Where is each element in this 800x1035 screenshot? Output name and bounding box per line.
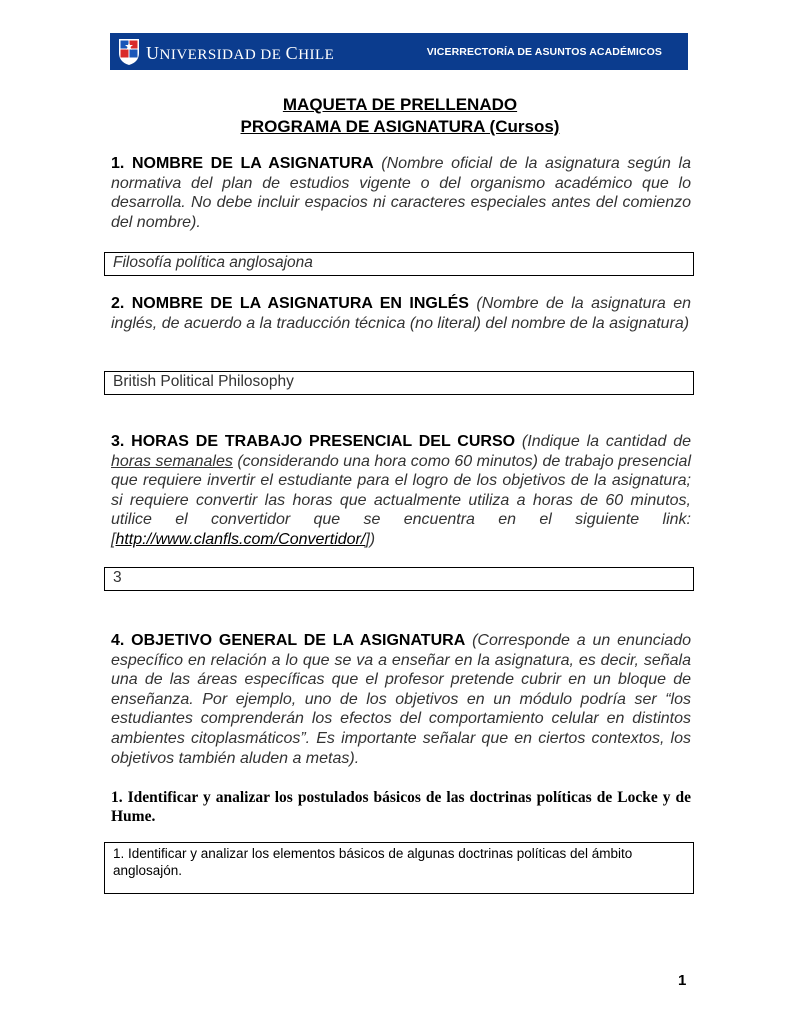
section-3-heading: 3. HORAS DE TRABAJO PRESENCIAL DEL CURSO [111,433,516,450]
general-objective-field[interactable]: 1. Identificar y analizar los elementos básicos de algunas doctrinas políticas del ámbito anglosajón. [104,842,694,894]
section-3-instructions: 3. HORAS DE TRABAJO PRESENCIAL DEL CURSO (Indique la cantidad de horas semanales (considerando una hora como 60 minutos) de trabajo presencial que requiere invertir el estudiante para el logro de los objetivos de la asignatura; si requiere convertir las horas que actualmente utiliza a horas de 60 minutos, utilice el convertidor que se encuentra en el siguiente link: [http://www.clanfls.com/Convertidor/]) [111,433,692,548]
section-4-note: (Corresponde a un enunciado específico en relación a lo que se va a enseñar en la asignatura, es decir, señala una de las áreas específicas que el profesor pretende cubrir en un bloque de enseñanza. Por ejemplo, uno de los objetivos en un módulo podría ser “los estudiantes comprenderán los efectos del comportamiento celular en distintos ambientes citoplasmáticos”. Es importante señalar que en ciertos contextos, los objetivos también aluden a metas). [111,632,691,767]
page-number: 1 [678,972,687,989]
section-2-instructions [111,294,691,333]
section-2-note: (Nombre de la asignatura en inglés, de acuerdo a la traducción técnica (no literal) del nombre de la asignatura) [111,295,691,332]
section-4-heading: 4. OBJETIVO GENERAL DE LA ASIGNATURA [111,632,466,649]
university-crest-icon [118,37,140,66]
university-name: UNIVERSIDAD DE CHILE [146,43,335,63]
course-name-field[interactable]: Filosofía política anglosajona [104,252,694,276]
document-title: MAQUETA DE PRELLENADO [282,95,518,114]
section-2-heading: 2. NOMBRE DE LA ASIGNATURA EN INGLÉS [111,295,469,312]
weekly-hours-emphasis: horas semanales [111,452,233,470]
english-name-field[interactable]: British Political Philosophy [104,371,694,395]
header-banner [110,33,688,70]
section-1-heading: 1. NOMBRE DE LA ASIGNATURA [111,155,374,172]
office-name: VICERRECTORÍA DE ASUNTOS ACADÉMICOS [426,46,662,58]
weekly-hours-field[interactable]: 3 [104,567,694,591]
section-4-instructions [111,631,691,768]
converter-link[interactable]: http://www.clanfls.com/Convertidor/ [115,530,366,548]
general-objective-statement: 1. Identificar y analizar los postulados básicos de las doctrinas políticas de Locke y de Hume. [111,789,691,825]
section-1-instructions [111,154,691,232]
document-subtitle: PROGRAMA DE ASIGNATURA (Cursos) [240,117,560,136]
section-1-note: (Nombre oficial de la asignatura según la normativa del plan de estudios vigente o del organismo académico que lo desarrolla. No debe incluir espacios ni caracteres especiales antes del comienzo del nombre). [111,155,692,231]
